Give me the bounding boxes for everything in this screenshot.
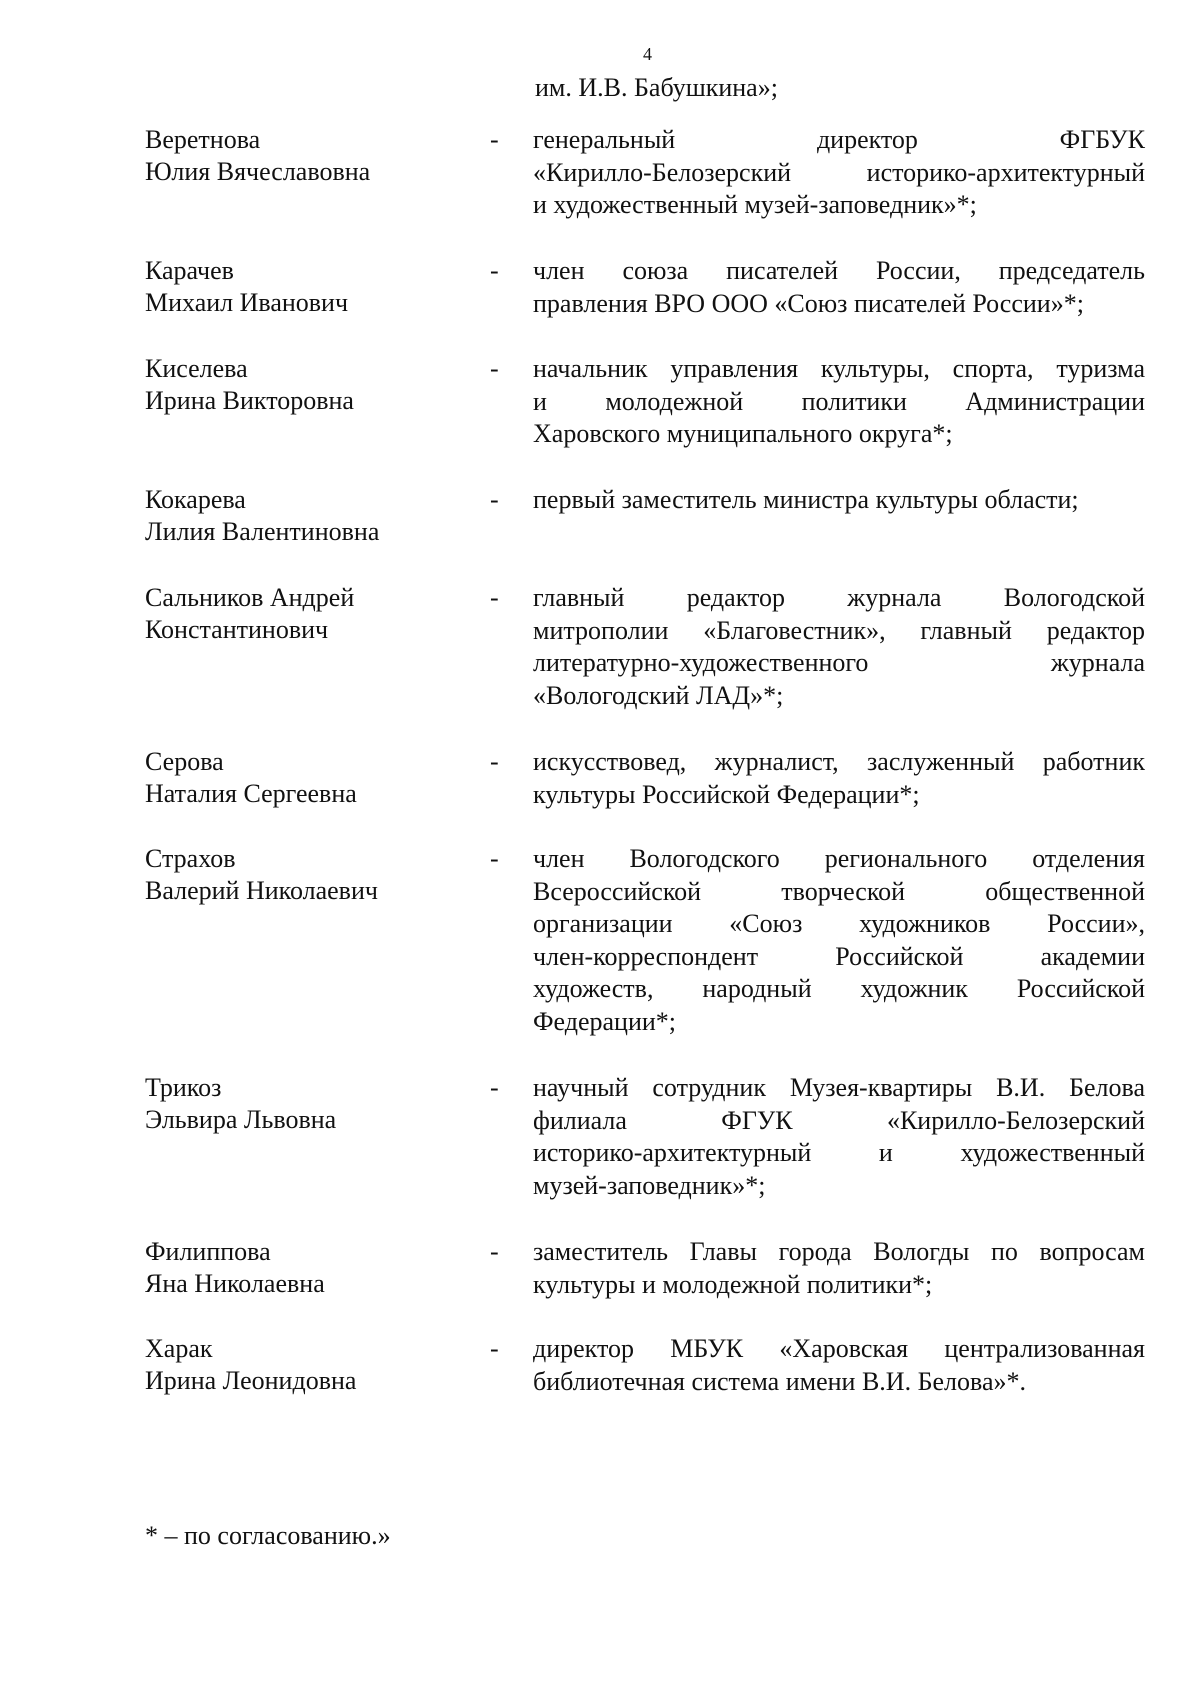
separator-dash: - <box>490 747 499 776</box>
member-given-name: Ирина Леонидовна <box>145 1366 357 1395</box>
member-given-name: Ирина Викторовна <box>145 386 354 415</box>
position-line: искусствовед, журналист, заслуженный работник <box>533 747 1145 776</box>
position-line: «Кирилло-Белозерский историко-архитектурный <box>533 157 1145 187</box>
position-line: Федерации*; <box>533 1006 677 1036</box>
member-surname: Серова <box>145 747 224 776</box>
member-position <box>533 255 1145 320</box>
position-line: и художественный музей-заповедник»*; <box>533 190 977 219</box>
position-line: митрополии «Благовестник», главный редактор <box>533 615 1145 645</box>
position-line: директор МБУК «Харовская централизованная <box>533 1334 1145 1363</box>
member-surname: Веретнова <box>145 125 261 154</box>
member-surname: Сальников Андрей <box>145 583 355 612</box>
position-line: член-корреспондент Российской академии <box>533 941 1145 971</box>
position-line: заместитель Главы города Вологды по вопросам <box>533 1237 1145 1266</box>
position-line: генеральный директор ФГБУК <box>533 125 1145 154</box>
member-surname: Кокарева <box>145 485 246 514</box>
page-number: 4 <box>643 44 652 64</box>
member-name <box>145 1236 475 1300</box>
member-name <box>145 353 475 417</box>
position-line: научный сотрудник Музея-квартиры В.И. Белова <box>533 1073 1145 1102</box>
member-position <box>533 746 1145 811</box>
position-line: член союза писателей России, председатель <box>533 256 1145 285</box>
member-given-name: Лилия Валентиновна <box>145 517 380 546</box>
member-given-name: Юлия Вячеславовна <box>145 157 371 186</box>
member-position <box>533 1236 1145 1301</box>
position-line: начальник управления культуры, спорта, туризма <box>533 354 1145 383</box>
position-line: первый заместитель министра культуры области; <box>533 485 1079 514</box>
position-line: «Вологодский ЛАД»*; <box>533 680 784 710</box>
position-line: литературно-художественного журнала <box>533 648 1145 677</box>
separator-dash: - <box>490 125 499 154</box>
separator-dash: - <box>490 1334 499 1363</box>
member-given-name: Яна Николаевна <box>145 1269 325 1298</box>
member-name <box>145 843 475 907</box>
member-name <box>145 484 475 548</box>
position-line: правления ВРО ООО «Союз писателей России»*; <box>533 288 1084 318</box>
member-name <box>145 1072 475 1136</box>
member-surname: Киселева <box>145 354 248 383</box>
position-line: филиала ФГУК «Кирилло-Белозерский <box>533 1105 1145 1135</box>
member-position <box>533 484 1145 517</box>
separator-dash: - <box>490 485 499 514</box>
separator-dash: - <box>490 844 499 873</box>
member-surname: Карачев <box>145 256 234 285</box>
continuation-text: им. И.В. Бабушкина»; <box>535 73 778 102</box>
footnote: * – по согласованию.» <box>145 1521 391 1550</box>
member-position <box>533 1072 1145 1202</box>
member-name <box>145 746 475 810</box>
separator-dash: - <box>490 1237 499 1266</box>
member-position <box>533 843 1145 1038</box>
member-position <box>533 1333 1145 1398</box>
member-given-name: Михаил Иванович <box>145 288 349 317</box>
position-line: культуры Российской Федерации*; <box>533 779 920 809</box>
member-surname: Страхов <box>145 844 236 873</box>
member-surname: Харак <box>145 1334 213 1363</box>
separator-dash: - <box>490 354 499 383</box>
position-line: Харовского муниципального округа*; <box>533 419 953 448</box>
member-name <box>145 1333 475 1397</box>
member-name <box>145 255 475 319</box>
member-given-name: Наталия Сергеевна <box>145 779 357 808</box>
position-line: культуры и молодежной политики*; <box>533 1269 933 1299</box>
position-line: Всероссийской творческой общественной <box>533 876 1145 906</box>
member-surname: Филиппова <box>145 1237 271 1266</box>
member-given-name: Эльвира Львовна <box>145 1105 337 1134</box>
position-line: библиотечная система имени В.И. Белова»*. <box>533 1366 1026 1396</box>
member-position <box>533 124 1145 222</box>
separator-dash: - <box>490 583 499 612</box>
member-position <box>533 582 1145 712</box>
position-line: организации «Союз художников России», <box>533 909 1145 938</box>
separator-dash: - <box>490 1073 499 1102</box>
member-surname: Трикоз <box>145 1073 222 1102</box>
member-name <box>145 124 475 188</box>
separator-dash: - <box>490 256 499 285</box>
position-line: историко-архитектурный и художественный <box>533 1138 1145 1167</box>
position-line: и молодежной политики Администрации <box>533 386 1145 416</box>
position-line: главный редактор журнала Вологодской <box>533 583 1145 612</box>
member-name <box>145 582 475 646</box>
position-line: член Вологодского регионального отделения <box>533 844 1145 873</box>
position-line: музей-заповедник»*; <box>533 1170 766 1200</box>
position-line: художеств, народный художник Российской <box>533 974 1145 1003</box>
member-position <box>533 353 1145 451</box>
member-given-name: Константинович <box>145 615 329 644</box>
member-given-name: Валерий Николаевич <box>145 876 378 905</box>
